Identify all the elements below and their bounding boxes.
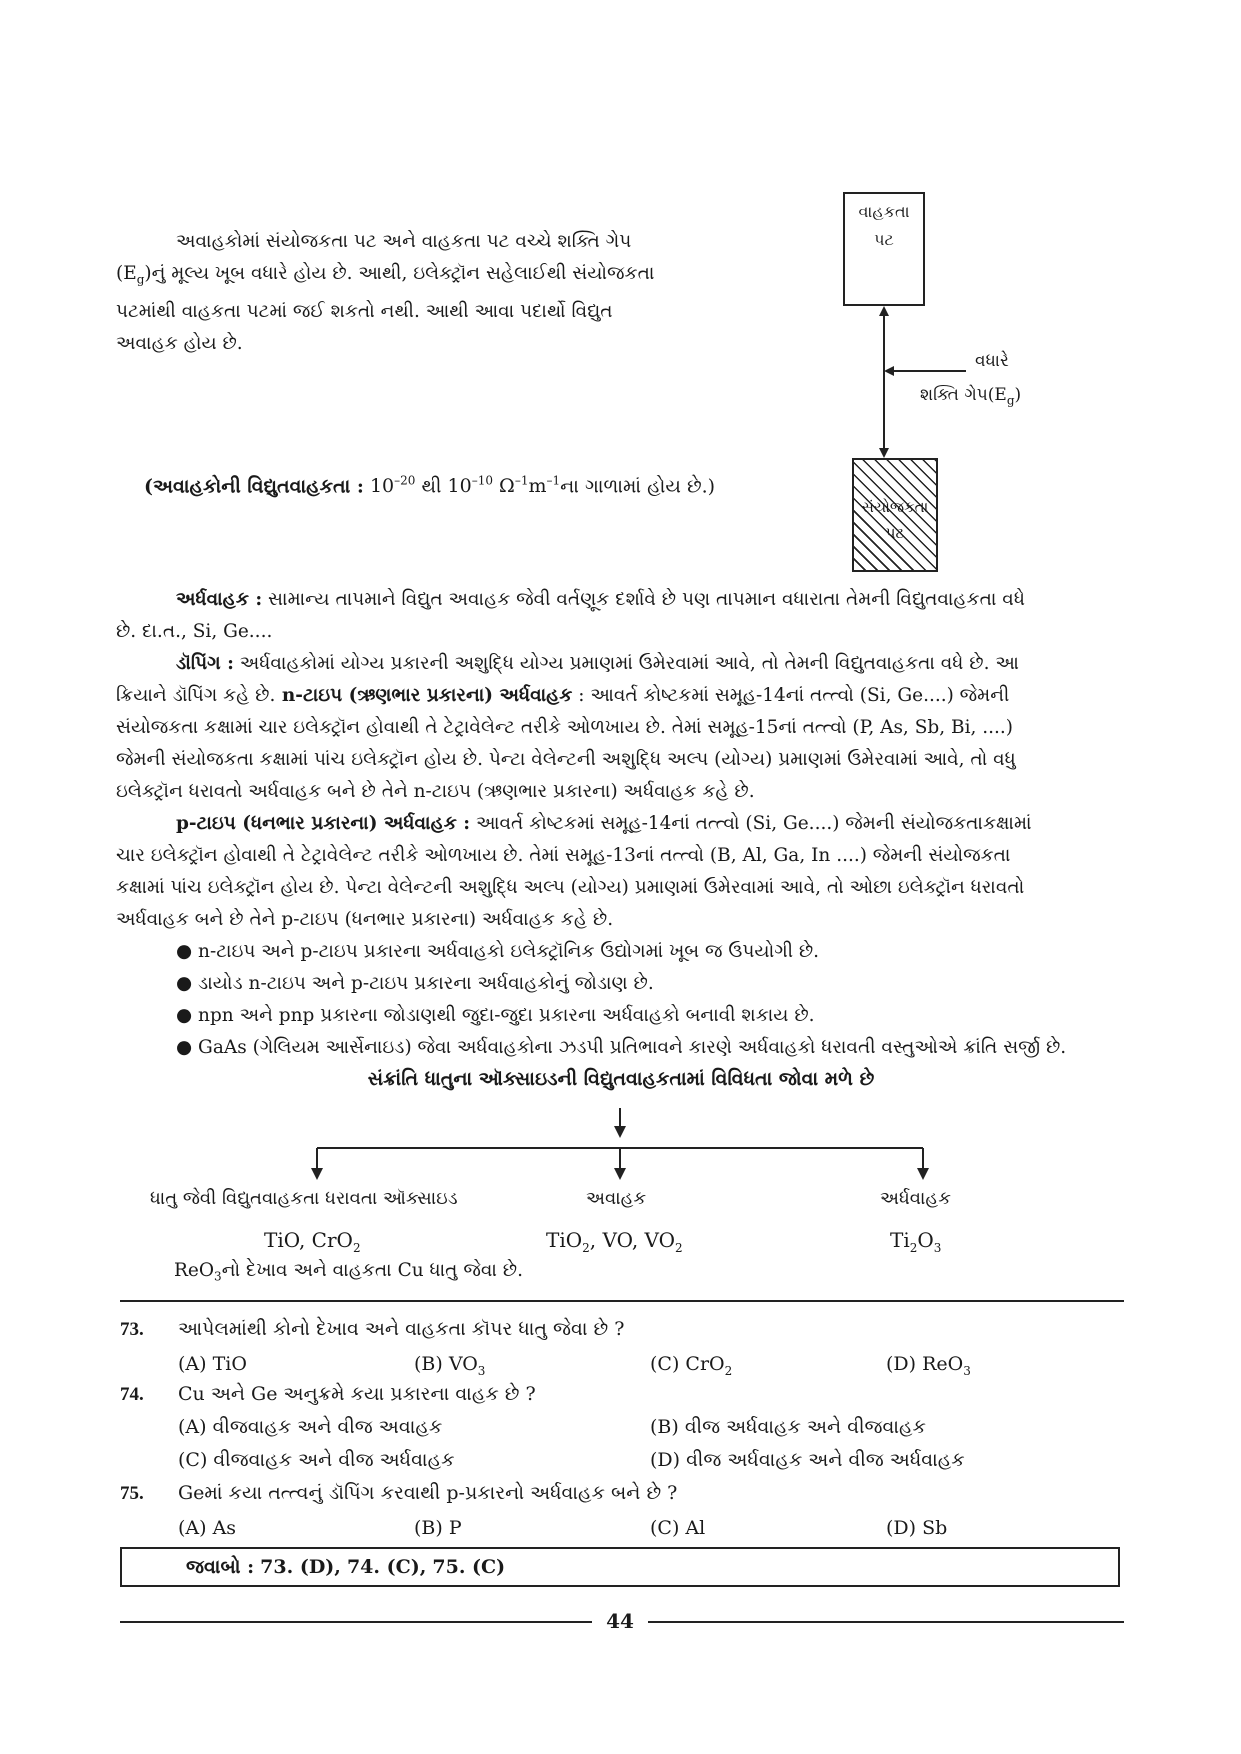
page-number: 44 [606,1609,634,1633]
ptype-line-3: કક્ષામાં પાંચ ઇલેક્ટ્રૉન હોય છે. પેન્ટા વેલેન્ટની અશુદ્ધિ અલ્પ (યોગ્ય) પ્રમાણમાં ઉમેરવામાં આવે, તો ઓછા ઇલેક્ટ્રૉન ધરાવતો [116,877,1025,898]
footer-rule-left [120,1621,592,1623]
option-label: (B) VO [414,1353,478,1375]
option-sub: 3 [963,1363,971,1378]
valence-band-box [852,458,938,572]
bullet-dot-icon: ● [176,1005,193,1026]
bullet-dot-icon: ● [176,1037,193,1058]
option-a[interactable]: (A) As [178,1517,237,1539]
tree-note-sub: 3 [214,1269,222,1284]
answer-73-text: 73. (D), [260,1556,341,1578]
doping-text-2b: : આવર્ત કોષ્ટકમાં સમૂહ-14નાં તત્ત્વો (Si, Ge....) જેમની [572,685,1010,706]
tree-note-b: નો દેખાવ અને વાહકતા Cu ધાતુ જેવા છે. [221,1260,523,1281]
question-73 [120,1312,1124,1388]
ptype-line-2: ચાર ઇલેક્ટ્રૉન હોવાથી તે ટેટ્રાવેલેન્ટ તરીકે ઓળખાય છે. તેમાં સમૂહ-13નાં તત્ત્વો (B, Al, Ga, In ....) જેમની સંયોજકતા [116,845,1011,866]
gap-label-1: વધારે [975,351,1009,371]
ptype-line-1 [116,808,1126,840]
conductivity-v1 [370,475,415,497]
footer-rule-right [648,1621,1124,1623]
bullet-text: GaAs (ગેલિયમ આર્સેનાઇડ) જેવા અર્ધવાહકોના ઝડપી પ્રતિભાવને કારણે અર્ધવાહકો ધરાવતી વસ્તુઓએ ક્રાંતિ સર્જી છે. [198,1037,1067,1058]
tree-col-1-note [174,1260,523,1284]
option-sub: 3 [477,1363,486,1378]
bullet-text: npn અને pnp પ્રકારના જોડાણથી જુદા-જુદા પ્રકારના અર્ધવાહકો બનાવી શકાય છે. [198,1005,815,1026]
conductivity-unit-a-exp: –1 [514,474,529,488]
tree-col-1-values [264,1228,361,1255]
answer-75 [432,1556,505,1578]
intro-line-3: પટમાંથી વાહકતા પટમાં જઈ શકતો નથી. આથી આવા પદાર્થો વિદ્યુત [116,300,613,322]
intro-line-2 [116,258,696,296]
conductivity-unit-b: m [528,475,547,498]
option-label: (A) TiO [178,1353,247,1375]
tree-col-3-b: O [917,1228,934,1252]
conductivity-v2 [448,475,493,497]
conductivity-unit-b-exp: –1 [546,474,561,488]
option-c[interactable]: (C) Al [650,1517,706,1539]
answer-label: જવાબો : [186,1556,255,1578]
energy-gap-arrow [860,306,920,458]
ptype-text-1: આવર્ત કોષ્ટકમાં સમૂહ-14નાં તત્ત્વો (Si, Ge....) જેમની સંયોજકતાકક્ષામાં [470,813,1032,834]
option-a[interactable]: (A) વીજવાહક અને વીજ અવાહક [178,1416,443,1438]
bullet-item [176,968,1126,1000]
conductivity-v1-exp: –20 [394,474,416,488]
tree-col-1-a: TiO, CrO [264,1228,353,1252]
question-number: 73. [120,1319,144,1340]
question-number: 74. [120,1384,144,1405]
option-b[interactable]: (B) P [414,1517,462,1539]
intro-line-2-a: (E [116,263,137,284]
question-row [120,1312,1124,1347]
body-text [116,584,1126,1064]
conduction-band-box [843,192,925,306]
conductivity-mid: થી [421,475,442,498]
conductivity-v2-base: 10 [447,475,472,498]
option-c[interactable]: (C) વીજવાહક અને વીજ અર્ધવાહક [178,1449,455,1471]
option-label: (C) CrO [650,1353,725,1375]
conduction-band-label-2: પટ [874,230,894,249]
tree-col-2-b-sub: 2 [675,1241,683,1255]
tree-col-3-a: Ti [890,1228,910,1252]
bullet-item [176,1000,1126,1032]
tree-col-3-a-sub: 2 [909,1241,918,1255]
tree-col-3-values [890,1228,941,1255]
answer-74 [347,1556,426,1578]
intro-line-1: અવાહકોમાં સંયોજકતા પટ અને વાહકતા પટ વચ્ચે શક્તિ ગેપ [176,231,632,252]
doping-line-3: સંયોજકતા કક્ષામાં ચાર ઇલેક્ટ્રૉન હોવાથી તે ટેટ્રાવેલેન્ટ તરીકે ઓળખાય છે. તેમાં સમૂહ-15નાં તત્ત્વો (P, As, Sb, Bi, ....) [116,717,1013,738]
tree-col-2-values [546,1228,683,1255]
conductivity-v1-base: 10 [369,475,395,498]
tree-col-1-title: ધાતુ જેવી વિદ્યુતવાહકતા ધરાવતા ઑક્સાઇડ [150,1188,458,1209]
options-row [120,1511,1124,1545]
tree-col-2-a-sub: 2 [582,1241,590,1255]
conductivity-tail: ના ગાળામાં હોય છે.) [560,475,716,498]
option-d[interactable]: (D) વીજ અર્ધવાહક અને વીજ અર્ધવાહક [650,1449,965,1471]
option-sub: 2 [724,1363,733,1378]
semiconductor-line-1 [116,584,1126,616]
ntype-term: n-ટાઇપ (ઋણભાર પ્રકારના) અર્ધવાહક [275,685,573,706]
bullet-list [116,936,1126,1064]
valence-band-label-2: પટ [885,524,905,542]
conduction-band-label-1: વાહકતા [858,202,910,221]
bullet-dot-icon: ● [176,941,193,962]
gap-label-2-sub: g [1006,393,1015,408]
tree-col-3-b-sub: 3 [933,1241,942,1255]
intro-line-2-sub: g [136,272,145,287]
question-text: આપેલમાંથી કોનો દેખાવ અને વાહકતા કૉપર ધાતુ જેવા છે ? [178,1318,625,1340]
ptype-term: p-ટાઇપ (ધનભાર પ્રકારના) અર્ધવાહક : [176,813,471,834]
answer-75-text: 75. (C) [432,1556,506,1578]
option-label: (D) ReO [886,1353,964,1375]
ptype-line-4: અર્ધવાહક બને છે તેને p-ટાઇપ (ધનભાર પ્રકારના) અર્ધવાહક કહે છે. [116,909,614,930]
conductivity-v2-exp: –10 [471,474,493,488]
tree-col-2-b: , VO, VO [589,1228,676,1252]
conductivity-unit [493,475,560,497]
tree-col-2-a: TiO [546,1228,583,1252]
tree-heading: સંક્રાંતિ ધાતુના ઑક્સાઇડની વિદ્યુતવાહકતામાં વિવિધતા જોવા મળે છે [367,1068,875,1090]
bullet-text: ડાયોડ n-ટાઇપ અને p-ટાઇપ પ્રકારના અર્ધવાહકોનું જોડાણ છે. [198,973,654,994]
semiconductor-term: અર્ધવાહક : [176,589,263,610]
doping-line-5: ઇલેક્ટ્રૉન ધરાવતો અર્ધવાહક બને છે તેને n-ટાઇપ (ઋણભાર પ્રકારના) અર્ધવાહક કહે છે. [116,781,755,802]
semiconductor-line-2: છે. દા.ત., Si, Ge.... [116,621,273,642]
conductivity-label: (અવાહકોની વિદ્યુતવાહકતા : [144,475,364,498]
intro-line-4: અવાહક હોય છે. [116,332,243,354]
insulator-conductivity-range [144,474,715,497]
bullet-text: n-ટાઇપ અને p-ટાઇપ પ્રકારના અર્ધવાહકો ઇલેક્ટ્રૉનિક ઉદ્યોગમાં ખૂબ જ ઉપયોગી છે. [198,941,820,962]
tree-connector-lines [300,1108,940,1182]
gap-label-2-a: શક્તિ ગેપ(E [920,385,1007,405]
question-75 [120,1476,1124,1545]
doping-term: ડૉપિંગ : [176,653,234,674]
gap-label-2 [920,378,1080,417]
option-d[interactable]: (D) Sb [886,1517,948,1539]
question-row [120,1378,1124,1411]
tree-col-3-title: અર્ધવાહક [880,1188,951,1209]
valence-band-label-1: સંયોજકતા [861,498,929,516]
semiconductor-text-1: સામાન્ય તાપમાને વિદ્યુત અવાહક જેવી વર્તણૂક દર્શાવે છે પણ તાપમાન વધારાતા તેમની વિદ્યુતવાહકતા વધે [262,589,1025,610]
bullet-item [176,936,1126,968]
divider-top [120,1300,1124,1302]
gap-label-2-b: ) [1014,385,1022,405]
doping-text-2a: ક્રિયાને ડૉપિંગ કહે છે. [116,685,276,706]
intro-paragraph [116,226,696,360]
answer-box [120,1547,1120,1587]
doping-line-2 [116,680,1126,712]
gap-label [920,344,1080,417]
answer-74-text: 74. (C), [346,1556,427,1578]
bullet-dot-icon: ● [176,973,193,994]
option-b[interactable]: (B) વીજ અર્ધવાહક અને વીજવાહક [650,1416,926,1438]
doping-text-1: અર્ધવાહકોમાં યોગ્ય પ્રકારની અશુદ્ધિ યોગ્ય પ્રમાણમાં ઉમેરવામાં આવે, તો તેમની વિદ્યુતવાહકતા વધે છે. આ [233,653,1019,674]
tree-col-2-title: અવાહક [586,1188,647,1209]
tree-note-a: ReO [174,1260,215,1281]
question-text: Cu અને Ge અનુક્રમે કયા પ્રકારના વાહક છે ? [178,1383,536,1405]
question-text: Geમાં કયા તત્ત્વનું ડૉપિંગ કરવાથી p-પ્રકારનો અર્ધવાહક બને છે ? [178,1482,678,1504]
doping-line-1 [116,648,1126,680]
tree-col-1-a-sub: 2 [352,1241,361,1255]
intro-line-2-b: )નું મૂલ્ય ખૂબ વધારે હોય છે. આથી, ઇલેક્ટ્રૉન સહેલાઈથી સંયોજકતા [144,263,655,284]
options-row [120,1444,1124,1477]
options-row [120,1411,1124,1444]
question-number: 75. [120,1483,144,1504]
bullet-item [176,1032,1126,1064]
question-row [120,1476,1124,1511]
answer-73 [260,1556,341,1578]
conductivity-unit-a: Ω [499,475,515,498]
doping-line-4: જેમની સંયોજકતા કક્ષામાં પાંચ ઇલેક્ટ્રૉન હોય છે. પેન્ટા વેલેન્ટની અશુદ્ધિ અલ્પ (યોગ્ય) પ્રમાણમાં ઉમેરવામાં આવે, તો વધુ [116,749,1016,770]
question-74 [120,1378,1124,1477]
